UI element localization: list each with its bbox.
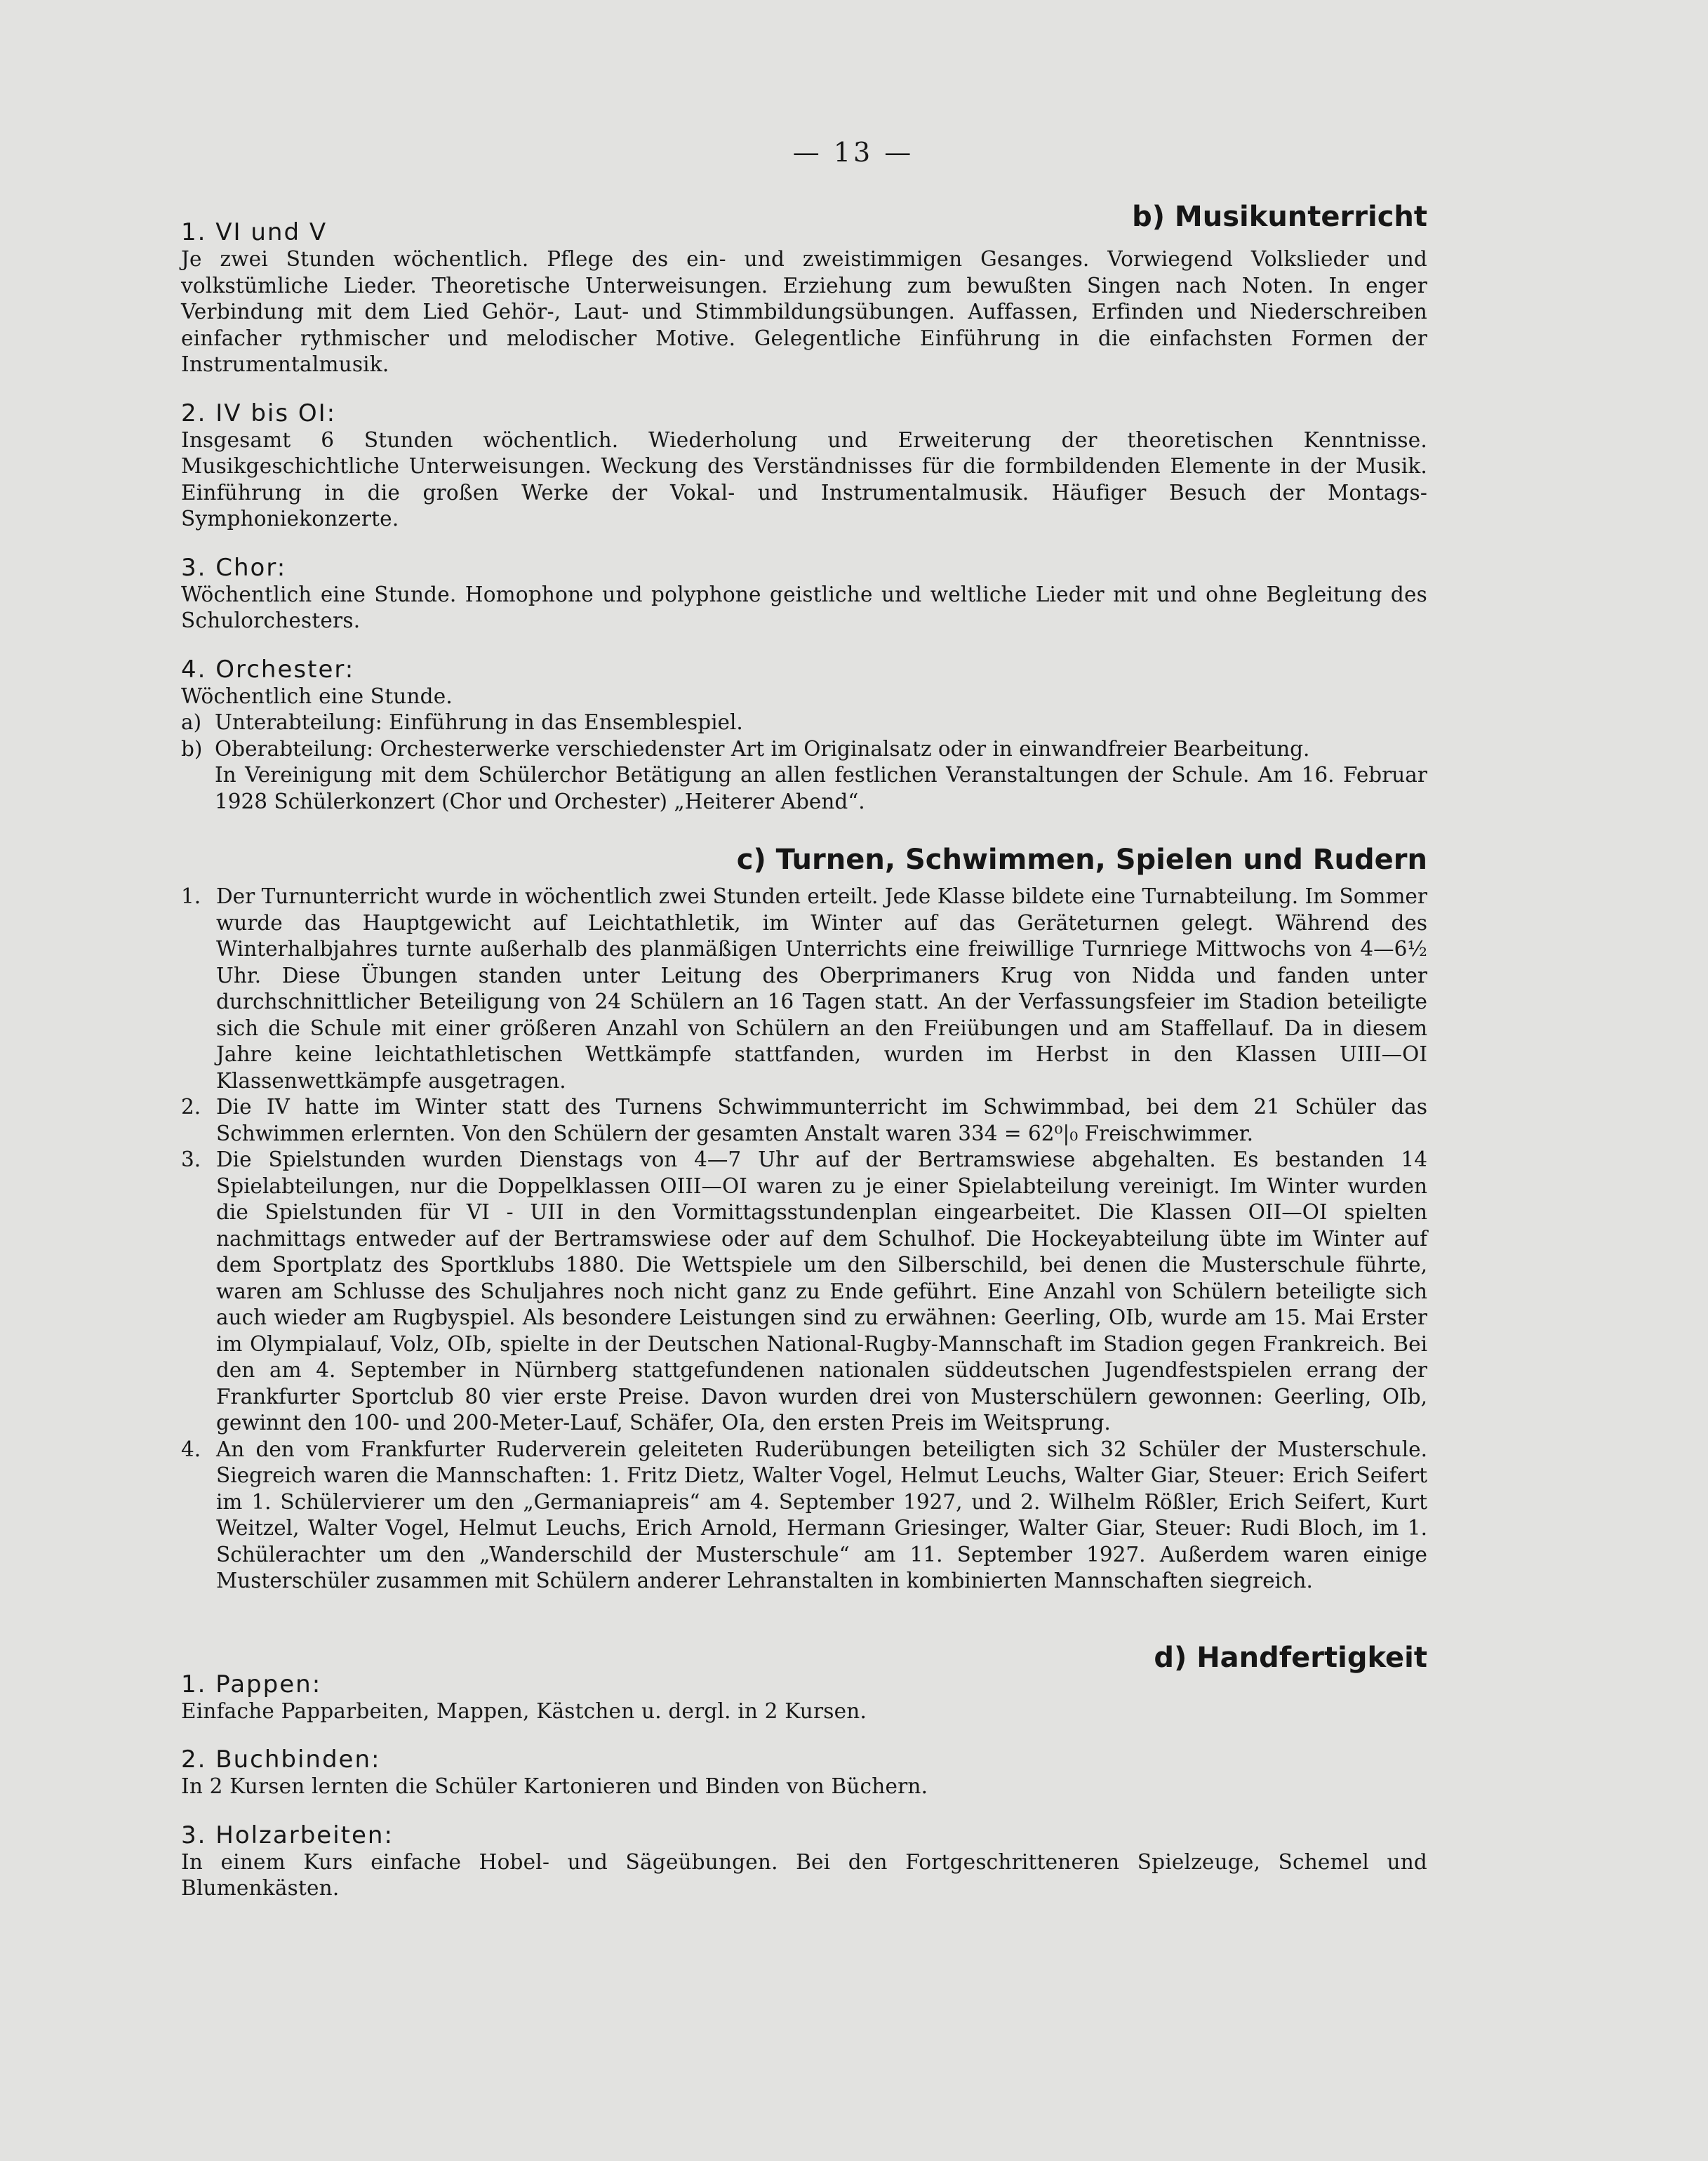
list-item-text: Die IV hatte im Winter statt des Turnens Schwimmunterricht im Schwimmbad, bei dem 21 Schüler das Schwimmen erlernten. Von den Schülern der gesamten Anstalt waren 334 = 62⁰|₀ Freischwimmer. bbox=[216, 1095, 1427, 1145]
paragraph-pappen: Einfache Papparbeiten, Mappen, Kästchen u. dergl. in 2 Kursen. bbox=[181, 1698, 867, 1723]
list-item-number: 3. bbox=[181, 1148, 201, 1171]
list-item-number: 1. bbox=[181, 884, 201, 908]
list-item bbox=[181, 1094, 1427, 1147]
orchester-item-b bbox=[181, 736, 1427, 763]
orchester-item-b-label: b) bbox=[181, 736, 203, 761]
heading-buchbinden: 2. Buchbinden: bbox=[181, 1746, 381, 1774]
section-title-turnen: c) Turnen, Schwimmen, Spielen und Rudern bbox=[736, 844, 1427, 876]
heading-iv-bis-oi: 2. IV bis OI: bbox=[181, 399, 337, 427]
section-title-musik: b) Musikunterricht bbox=[1132, 201, 1427, 233]
orchester-item-a-text: Unterabteilung: Einführung in das Ensemblespiel. bbox=[215, 710, 743, 734]
paragraph-vi-und-v: Je zwei Stunden wöchentlich. Pflege des ein- und zweistimmigen Gesanges. Vorwiegend Volkslieder und volkstümliche Lieder. Theoretische Unterweisungen. Erziehung zum bewußten Singen nach Noten. In enger Verbindung mit dem Lied Gehör-, Laut- und Stimmbildungsübungen. Auffassen, Erfinden und Niederschreiben einfacher rythmischer und melodischer Motive. Gelegentliche Einführung in die einfachsten Formen der Instrumentalmusik. bbox=[181, 247, 1427, 376]
paragraph-iv-bis-oi: Insgesamt 6 Stunden wöchentlich. Wiederholung und Erweiterung der theoretischen Kenntnisse. Musikgeschichtliche Unterweisungen. Weckung des Verständnisses für die formbildenden Elemente in der Musik. Einführung in die großen Werke der Vokal- und Instrumentalmusik. Häufiger Besuch der Montags-Symphoniekonzerte. bbox=[181, 427, 1427, 531]
heading-vi-und-v: 1. VI und V bbox=[181, 218, 328, 246]
list-item-number: 2. bbox=[181, 1095, 201, 1119]
list-item-number: 4. bbox=[181, 1437, 201, 1461]
heading-orchester: 4. Orchester: bbox=[181, 655, 355, 684]
list-item-text: An den vom Frankfurter Ruderverein geleiteten Ruderübungen beteiligten sich 32 Schüler der Musterschule. Siegreich waren die Mannschaften: 1. Fritz Dietz, Walter Vogel, Helmut Leuchs, Walter Giar, Steuer: Erich Seifert im 1. Schülervierer um den „Germaniapreis“ am 4. September 1927, und 2. Wilhelm Rößler, Erich Seifert, Kurt Weitzel, Walter Vogel, Helmut Leuchs, Erich Arnold, Hermann Griesinger, Walter Giar, Steuer: Rudi Bloch, im 1. Schülerachter um den „Wanderschild der Musterschule“ am 11. September 1927. Außerdem waren einige Musterschüler zusammen mit Schülern anderer Lehranstalten in kombinierten Mannschaften siegreich. bbox=[216, 1437, 1427, 1593]
orchester-item-a bbox=[181, 710, 1427, 736]
heading-chor: 3. Chor: bbox=[181, 553, 287, 582]
orchester-item-b-text: Oberabteilung: Orchesterwerke verschiedenster Art im Originalsatz oder in einwandfreier Bearbeitung. bbox=[215, 736, 1310, 761]
orchester-intro: Wöchentlich eine Stunde. bbox=[181, 684, 453, 708]
heading-holzarbeiten: 3. Holzarbeiten: bbox=[181, 1821, 394, 1849]
orchester-item-b-continuation: In Vereinigung mit dem Schülerchor Betätigung an allen festlichen Veranstaltungen der Schule. Am 16. Februar 1928 Schülerkonzert (Chor und Orchester) „Heiterer Abend“. bbox=[215, 763, 1427, 813]
orchester-item-a-label: a) bbox=[181, 710, 202, 734]
paragraph-holzarbeiten: In einem Kurs einfache Hobel- und Sägeübungen. Bei den Fortgeschritteneren Spielzeuge, Schemel und Blumenkästen. bbox=[181, 1849, 1427, 1900]
heading-pappen: 1. Pappen: bbox=[181, 1670, 322, 1698]
paragraph-buchbinden: In 2 Kursen lernten die Schüler Kartonieren und Binden von Büchern. bbox=[181, 1774, 928, 1798]
list-item-text: Der Turnunterricht wurde in wöchentlich zwei Stunden erteilt. Jede Klasse bildete eine Turnabteilung. Im Sommer wurde das Hauptgewicht auf Leichtathletik, im Winter auf das Geräteturnen gelegt. Während des Winterhalbjahres turnte außerhalb des planmäßigen Unterrichts eine freiwillige Turnriege Mittwochs von 4—6½ Uhr. Diese Übungen standen unter Leitung des Oberprimaners Krug von Nidda und fanden unter durchschnittlicher Beteiligung von 24 Schülern an 16 Tagen statt. An der Verfassungsfeier im Stadion beteiligte sich die Schule mit einer größeren Anzahl von Schülern an den Freiübungen und am Staffellauf. Da in diesem Jahre keine leichtathletischen Wettkämpfe stattfanden, wurden im Herbst in den Klassen UIII—OI Klassenwettkämpfe ausgetragen. bbox=[216, 884, 1427, 1093]
turnen-list bbox=[181, 884, 1427, 1595]
list-item bbox=[181, 1147, 1427, 1437]
list-item-text: Die Spielstunden wurden Dienstags von 4—7 Uhr auf der Bertramswiese abgehalten. Es bestanden 14 Spielabteilungen, nur die Doppelklassen OIII—OI waren zu je einer Spielabteilung vereinigt. Im Winter wurden die Spielstunden für VI - UII in den Vormittagsstundenplan eingearbeitet. Die Klassen OII—OI spielten nachmittags entweder auf der Bertramswiese oder auf dem Schulhof. Die Hockeyabteilung übte im Winter auf dem Sportplatz des Sportklubs 1880. Die Wettspiele um den Silberschild, bei denen die Musterschule führte, waren am Schlusse des Schuljahres noch nicht ganz zu Ende geführt. Eine Anzahl von Schülern beteiligte sich auch wieder am Rugbyspiel. Als besondere Leistungen sind zu erwähnen: Geerling, OIb, wurde am 15. Mai Erster im Olympialauf, Volz, OIb, spielte in der Deutschen National-Rugby-Mannschaft im Stadion gegen Frankreich. Bei den am 4. September in Nürnberg stattgefundenen nationalen süddeutschen Jugendfestspielen errang der Frankfurter Sportclub 80 vier erste Preise. Davon wurden drei von Musterschülern gewonnen: Geerling, OIb, gewinnt den 100- und 200-Meter-Lauf, Schäfer, OIa, den ersten Preis im Weitsprung. bbox=[216, 1148, 1427, 1435]
section-title-handfertigkeit: d) Handfertigkeit bbox=[1154, 1641, 1427, 1674]
paragraph-chor: Wöchentlich eine Stunde. Homophone und polyphone geistliche und weltliche Lieder mit und ohne Begleitung des Schulorchesters. bbox=[181, 582, 1427, 632]
list-item bbox=[181, 884, 1427, 1094]
list-item bbox=[181, 1437, 1427, 1595]
page-number: — 13 — bbox=[792, 137, 914, 168]
